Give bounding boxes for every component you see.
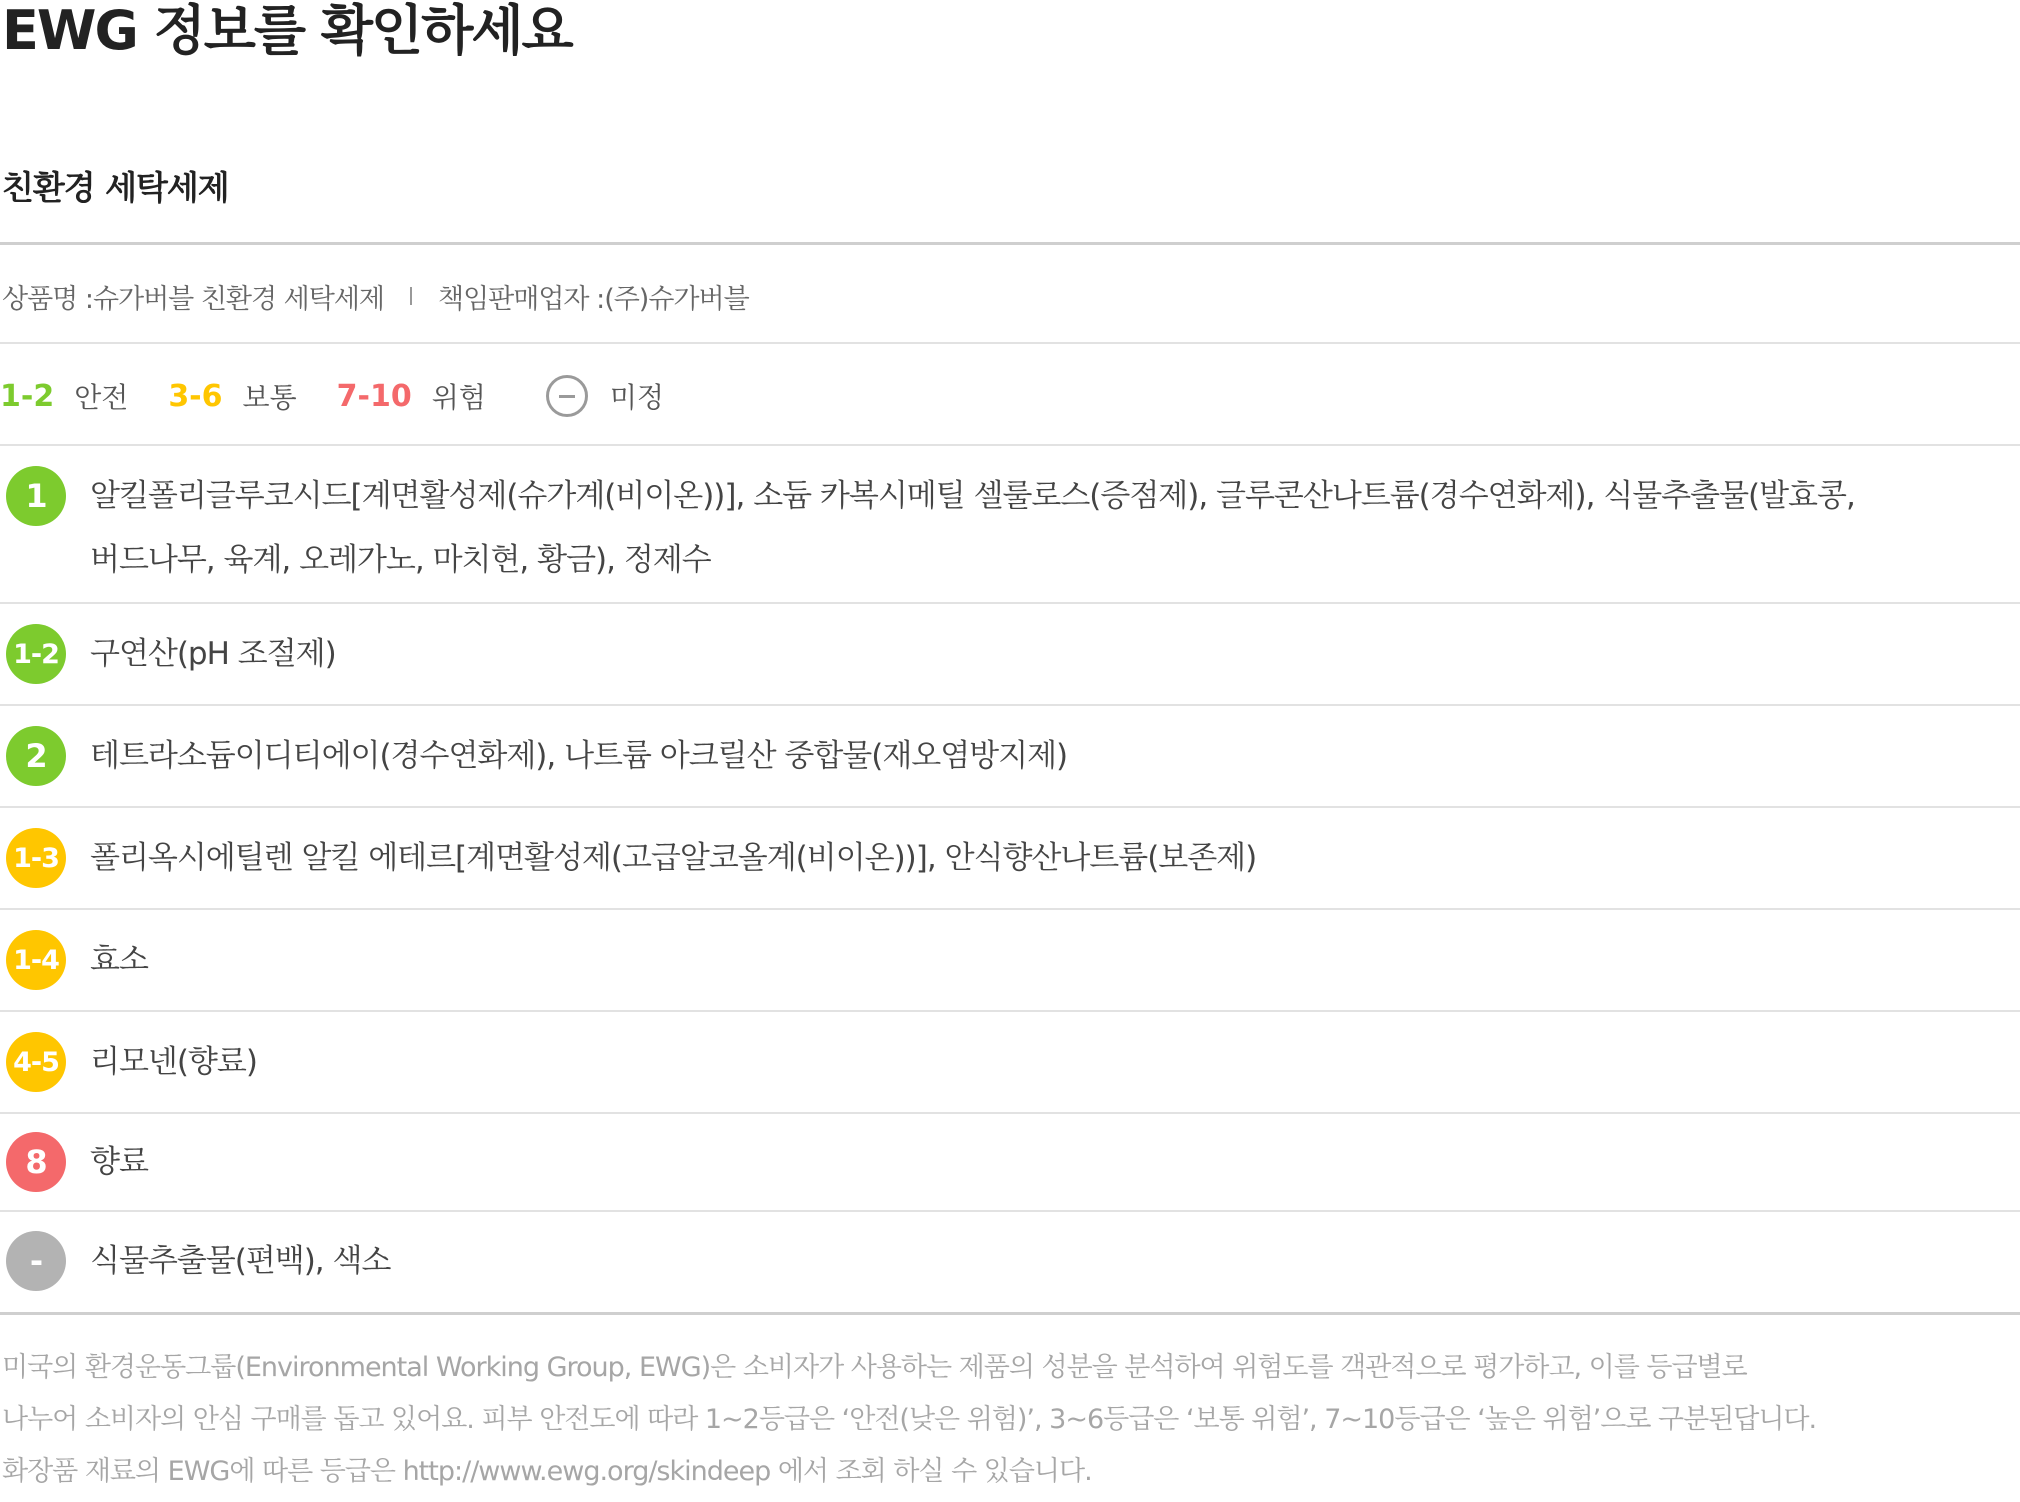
page-title: EWG 정보를 확인하세요 [2, 0, 572, 62]
grade-legend [0, 370, 704, 422]
ingredient-line: 테트라소듐이디티에이(경수연화제), 나트륨 아크릴산 중합물(재오염방지제) [90, 738, 1068, 774]
legend-range-safe: 1-2 [0, 378, 55, 414]
ingredient-row [0, 1012, 2020, 1112]
divider [0, 342, 2020, 344]
ingredient-line: 향료 [90, 1144, 148, 1180]
seller-label: 책임판매업자 : [438, 283, 605, 315]
grade-badge: 1-3 [6, 828, 66, 888]
ingredient-row [0, 1114, 2020, 1210]
ingredient-text [90, 1030, 1960, 1094]
ingredient-text [90, 826, 1960, 890]
product-heading: 친환경 세탁세제 [2, 168, 229, 207]
grade-badge: 1-4 [6, 930, 66, 990]
legend-range-moderate: 3-6 [168, 378, 223, 414]
ingredient-row [0, 1212, 2020, 1310]
seller-info [438, 277, 749, 316]
ingredient-text [90, 724, 1960, 788]
grade-badge: 8 [6, 1132, 66, 1192]
footnote-line: 화장품 재료의 EWG에 따른 등급은 http://www.ewg.org/skindeep 에서 조회 하실 수 있습니다. [2, 1456, 1092, 1487]
grade-badge: 1-2 [6, 624, 66, 684]
ingredient-text [90, 464, 1960, 592]
grade-badge: 4-5 [6, 1032, 66, 1092]
footnote-line: 미국의 환경운동그룹(Environmental Working Group, EWG)은 소비자가 사용하는 제품의 성분을 분석하여 위험도를 객관적으로 평가하고, 이를 등급별로 [2, 1352, 1747, 1383]
divider [0, 242, 2020, 245]
legend-label-safe: 안전 [74, 381, 129, 414]
legend-label-moderate: 보통 [242, 381, 297, 414]
divider [0, 1312, 2020, 1315]
info-separator [410, 287, 412, 305]
ingredient-row [0, 808, 2020, 908]
seller-value: (주)슈가버블 [604, 283, 749, 315]
product-info [2, 276, 749, 316]
legend-label-danger: 위험 [431, 381, 486, 414]
ingredient-row [0, 446, 2020, 602]
grade-badge: - [6, 1231, 66, 1291]
ingredient-line: 버드나무, 육계, 오레가노, 마치현, 황금), 정제수 [90, 542, 711, 578]
grade-badge: 2 [6, 726, 66, 786]
ingredient-row [0, 706, 2020, 806]
ingredient-row [0, 604, 2020, 704]
ingredient-line: 리모넨(향료) [90, 1044, 257, 1080]
ingredient-text [90, 1229, 1960, 1293]
ingredient-text [90, 928, 1960, 992]
ingredient-line: 폴리옥시에틸렌 알킬 에테르[계면활성제(고급알코올계(비이온))], 안식향산나트륨(보존제) [90, 840, 1257, 876]
ingredient-line: 구연산(pH 조절제) [90, 636, 336, 672]
ingredient-row [0, 910, 2020, 1010]
legend-range-danger: 7-10 [336, 378, 412, 414]
minus-circle-icon [546, 375, 588, 417]
ingredient-line: 효소 [90, 942, 148, 978]
legend-label-unset: 미정 [609, 381, 664, 414]
ewg-footnote [2, 1342, 2012, 1498]
ingredient-text [90, 1130, 1960, 1194]
ingredient-line: 알킬폴리글루코시드[계면활성제(슈가계(비이온))], 소듐 카복시메틸 셀룰로스(증점제), 글루콘산나트륨(경수연화제), 식물추출물(발효콩, [90, 478, 1855, 514]
grade-badge: 1 [6, 466, 66, 526]
product-name-value: 슈가버블 친환경 세탁세제 [92, 283, 385, 315]
product-name-info [2, 277, 384, 316]
footnote-line: 나누어 소비자의 안심 구매를 돕고 있어요. 피부 안전도에 따라 1~2등급은 ‘안전(낮은 위험)’, 3~6등급은 ‘보통 위험’, 7~10등급은 ‘높은 위험’으로 구분된답니다. [2, 1404, 1817, 1435]
ingredient-line: 식물추출물(편백), 색소 [90, 1243, 391, 1279]
ingredient-text [90, 622, 1960, 686]
product-name-label: 상품명 : [2, 283, 93, 315]
